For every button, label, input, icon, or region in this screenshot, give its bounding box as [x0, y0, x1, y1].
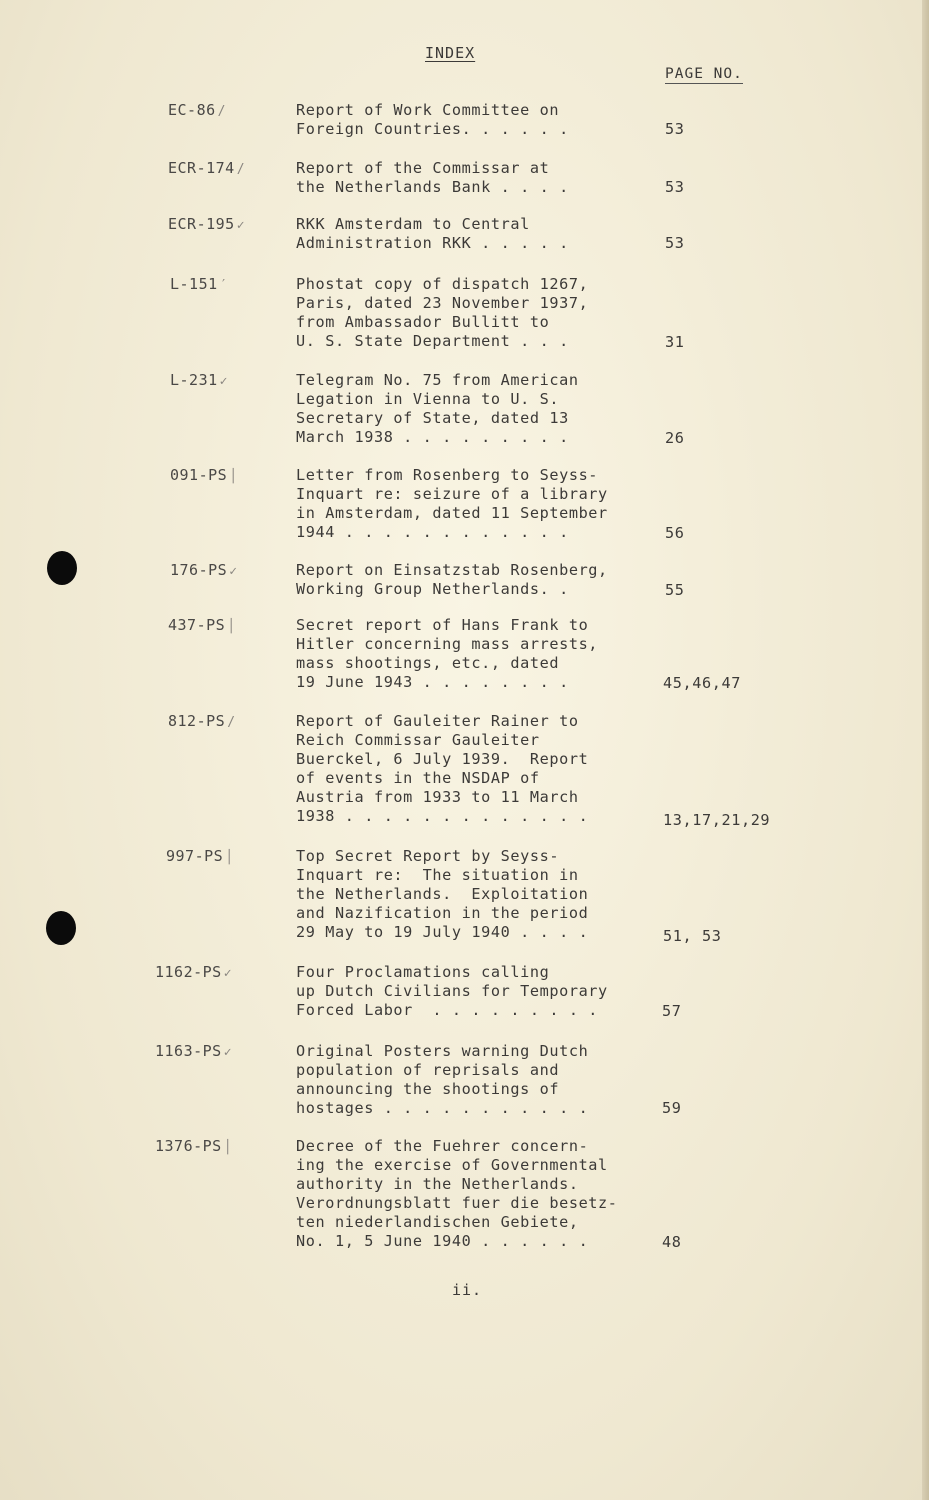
entry-page-number: 53 — [665, 178, 685, 196]
exhibit-code: 812-PS / — [168, 712, 236, 730]
exhibit-code: 176-PS ✓ — [170, 561, 238, 579]
exhibit-code: L-151 ′ — [170, 275, 228, 293]
entry-page-number: 48 — [662, 1233, 682, 1251]
entry-page-number: 51, 53 — [663, 927, 722, 945]
check-mark: │ — [225, 850, 234, 865]
page-footer-number: ii. — [452, 1281, 483, 1299]
check-mark: / — [236, 162, 246, 177]
entry-page-number: 57 — [662, 1002, 682, 1020]
entry-page-number: 53 — [665, 234, 685, 252]
punch-hole — [46, 911, 76, 945]
exhibit-code: 997-PS │ — [166, 847, 234, 865]
entry-page-number: 26 — [665, 429, 685, 447]
check-mark: ✓ — [223, 1045, 233, 1060]
entry-description: Four Proclamations calling up Dutch Civilians for Temporary Forced Labor . . . . . . . . . — [296, 963, 608, 1019]
check-mark: │ — [227, 619, 236, 634]
check-mark: ✓ — [229, 564, 238, 579]
entry-page-number: 53 — [665, 120, 685, 138]
entry-page-number: 13,17,21,29 — [663, 811, 771, 829]
entry-description: Report of Work Committee on Foreign Countries. . . . . . — [296, 101, 569, 138]
exhibit-code: 437-PS │ — [168, 616, 236, 634]
entry-page-number: 59 — [662, 1099, 682, 1117]
entry-description: Report of the Commissar at the Netherlands Bank . . . . — [296, 159, 569, 196]
exhibit-code: ECR-174 / — [168, 159, 246, 177]
entry-description: Top Secret Report by Seyss- Inquart re: The situation in the Netherlands. Exploitation and Nazification in the period 29 May to 19 July 1940 . . . . — [296, 847, 589, 941]
entry-page-number: 31 — [665, 333, 685, 351]
page-edge — [922, 0, 929, 1500]
exhibit-code: L-231 ✓ — [170, 371, 228, 389]
entry-description: Letter from Rosenberg to Seyss- Inquart re: seizure of a library in Amsterdam, dated 11 September 1944 . . . . . . . . . . . . — [296, 466, 608, 541]
check-mark: ✓ — [236, 218, 246, 233]
entry-description: Report of Gauleiter Rainer to Reich Commissar Gauleiter Buerckel, 6 July 1939. Report of events in the NSDAP of Austria from 1933 to 11 March 1938 . . . . . . . . . . . . . — [296, 712, 589, 825]
entry-description: Report on Einsatzstab Rosenberg, Working Group Netherlands. . — [296, 561, 608, 598]
exhibit-code: ECR-195 ✓ — [168, 215, 246, 233]
entry-description: Original Posters warning Dutch population of reprisals and announcing the shootings of hostages . . . . . . . . . . . — [296, 1042, 589, 1117]
exhibit-code: 1163-PS ✓ — [155, 1042, 233, 1060]
check-mark: │ — [223, 1140, 233, 1155]
entry-description: Telegram No. 75 from American Legation in Vienna to U. S. Secretary of State, dated 13 March 1938 . . . . . . . . . — [296, 371, 579, 446]
check-mark: / — [227, 715, 236, 730]
entry-description: Secret report of Hans Frank to Hitler concerning mass arrests, mass shootings, etc., dated 19 June 1943 . . . . . . . . — [296, 616, 599, 691]
entry-description: Decree of the Fuehrer concern- ing the exercise of Governmental authority in the Netherlands. Verordnungsblatt fuer die besetz- ten niederlandischen Gebiete, No. 1, 5 June 1940 . . . . . . — [296, 1137, 618, 1250]
check-mark: ′ — [219, 278, 228, 293]
exhibit-code: 091-PS │ — [170, 466, 238, 484]
check-mark: ✓ — [219, 374, 228, 389]
check-mark: │ — [229, 469, 238, 484]
entry-page-number: 56 — [665, 524, 685, 542]
check-mark: ✓ — [223, 966, 233, 981]
entry-page-number: 55 — [665, 581, 685, 599]
index-title: INDEX — [425, 44, 476, 62]
page-no-header: PAGE NO. — [665, 66, 743, 82]
entry-description: RKK Amsterdam to Central Administration RKK . . . . . — [296, 215, 569, 252]
entry-page-number: 45,46,47 — [663, 674, 741, 692]
check-mark: / — [217, 104, 226, 119]
exhibit-code: 1376-PS │ — [155, 1137, 233, 1155]
entry-description: Phostat copy of dispatch 1267, Paris, dated 23 November 1937, from Ambassador Bullitt to U. S. State Department . . . — [296, 275, 589, 350]
exhibit-code: 1162-PS ✓ — [155, 963, 233, 981]
punch-hole — [47, 551, 77, 585]
exhibit-code: EC-86 / — [168, 101, 226, 119]
